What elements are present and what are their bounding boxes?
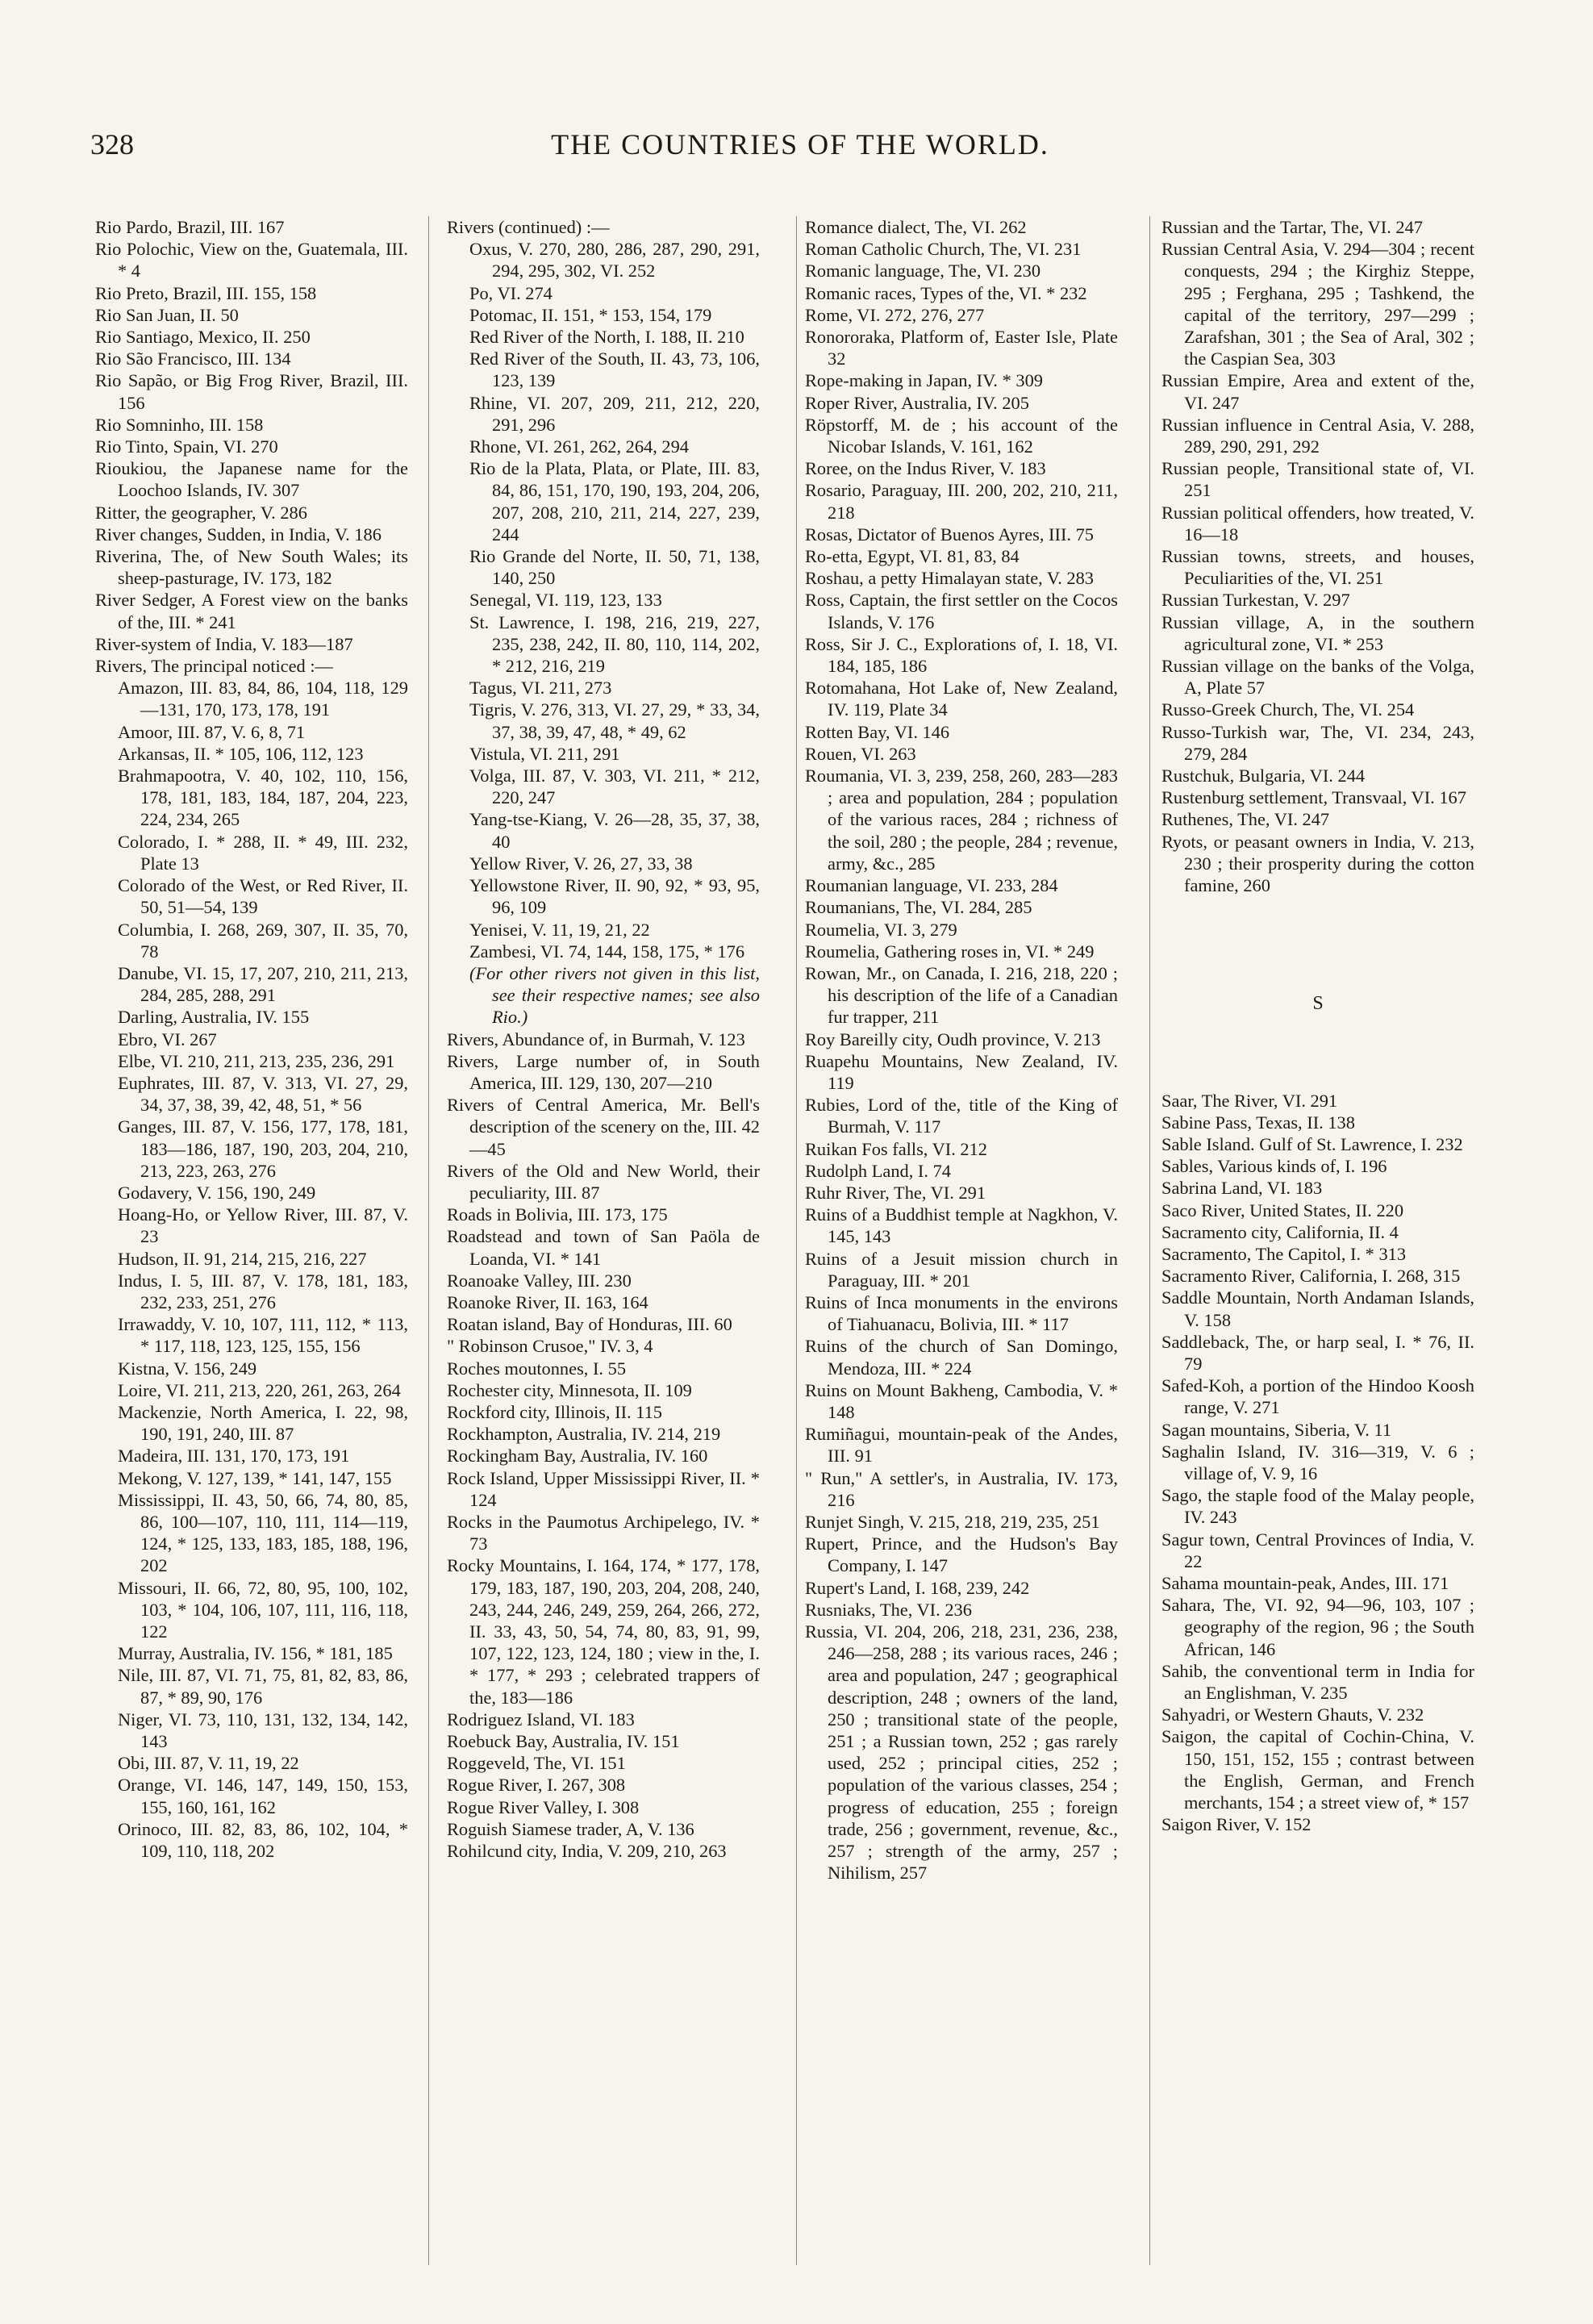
index-entry: Russian Turkestan, V. 297 bbox=[1161, 590, 1350, 611]
index-entry: Ro-etta, Egypt, VI. 81, 83, 84 bbox=[805, 546, 1020, 567]
index-subentry: Danube, VI. 15, 17, 207, 210, 211, 213, 284, 285, 288, 291 bbox=[118, 962, 408, 1006]
index-entry: Saghalin Island, IV. 316—319, V. 6 ; village of, V. 9, 16 bbox=[1161, 1441, 1474, 1483]
index-entry: Saar, The River, VI. 291 bbox=[1161, 1090, 1338, 1111]
index-entry: Roguish Siamese trader, A, V. 136 bbox=[447, 1818, 694, 1839]
index-entry: Sable Island. Gulf of St. Lawrence, I. 232 bbox=[1161, 1133, 1463, 1154]
index-column-2 bbox=[447, 216, 760, 2281]
index-entry: Sahyadri, or Western Ghauts, V. 232 bbox=[1161, 1704, 1424, 1725]
index-entry: Riverina, The, of New South Wales; its sheep-pasturage, IV. 173, 182 bbox=[95, 546, 408, 589]
index-entry: Roumania, VI. 3, 239, 258, 260, 283—283 ; area and population, 284 ; population of the various races, 284 ; richness of the soil, 280 ; the people, 284 ; revenue, army, &c., 285 bbox=[805, 766, 1118, 874]
index-entry: Rustchuk, Bulgaria, VI. 244 bbox=[1161, 766, 1366, 786]
index-column-1 bbox=[95, 216, 408, 2281]
index-subentry: Ganges, III. 87, V. 156, 177, 178, 181, 183—186, 187, 190, 203, 204, 210, 213, 223, 263, 276 bbox=[118, 1116, 408, 1181]
index-subentry: Amoor, III. 87, V. 6, 8, 71 bbox=[118, 721, 306, 742]
index-entry: Roads in Bolivia, III. 173, 175 bbox=[447, 1204, 668, 1225]
index-entry: Ruins on Mount Bakheng, Cambodia, V. * 148 bbox=[805, 1379, 1118, 1422]
index-subentry: Indus, I. 5, III. 87, V. 178, 181, 183, 232, 233, 251, 276 bbox=[118, 1270, 408, 1312]
index-entry: Roper River, Australia, IV. 205 bbox=[805, 392, 1029, 413]
index-subentry: Rhine, VI. 207, 209, 211, 212, 220, 291, 296 bbox=[469, 392, 760, 435]
index-entry: Russia, VI. 204, 206, 218, 231, 236, 238, 246—258, 288 ; its various races, 246 ; area and population, 247 ; geographical description, 248 ; owners of the land, 250 ; transitional state of the people, 251 ; a Russian town, 252 ; gas rarely used, 252 ; principal cities, 252 ; population of the various classes, 254 ; progress of education, 255 ; foreign trade, 256 ; government, revenue, &c., 257 ; strength of the army, 257 ; Nihilism, 257 bbox=[805, 1621, 1118, 1884]
index-subentry: Hoang-Ho, or Yellow River, III. 87, V. 23 bbox=[118, 1204, 408, 1247]
index-entry: Roumanians, The, VI. 284, 285 bbox=[805, 897, 1032, 918]
index-columns bbox=[95, 216, 1515, 2281]
index-entry: Roumelia, VI. 3, 279 bbox=[805, 919, 957, 940]
index-subentry: Madeira, III. 131, 170, 173, 191 bbox=[118, 1446, 350, 1467]
index-entry: Sacramento, The Capitol, I. * 313 bbox=[1161, 1243, 1407, 1264]
index-entry: Rio Pardo, Brazil, III. 167 bbox=[95, 217, 285, 237]
index-entry: Sables, Various kinds of, I. 196 bbox=[1161, 1156, 1387, 1177]
index-entry: Rivers, Large number of, in South America, III. 129, 130, 207—210 bbox=[447, 1050, 760, 1093]
index-subentry: Tigris, V. 276, 313, VI. 27, 29, * 33, 34, 37, 38, 39, 47, 48, * 49, 62 bbox=[469, 699, 760, 742]
column-divider bbox=[796, 216, 797, 2265]
index-subentry: Red River of the North, I. 188, II. 210 bbox=[469, 327, 744, 348]
index-entry: Rio São Francisco, III. 134 bbox=[95, 348, 291, 369]
index-entry: Rogue River Valley, I. 308 bbox=[447, 1796, 640, 1817]
index-subentry: Yang-tse-Kiang, V. 26—28, 35, 37, 38, 40 bbox=[469, 809, 760, 852]
index-entry: Russian influence in Central Asia, V. 288, 289, 290, 291, 292 bbox=[1161, 414, 1474, 457]
index-entry: River-system of India, V. 183—187 bbox=[95, 633, 353, 654]
index-entry: Roebuck Bay, Australia, IV. 151 bbox=[447, 1731, 680, 1752]
index-entry: Roatan island, Bay of Honduras, III. 60 bbox=[447, 1314, 732, 1335]
index-entry: Russian and the Tartar, The, VI. 247 bbox=[1161, 217, 1424, 237]
index-entry: Roshau, a petty Himalayan state, V. 283 bbox=[805, 568, 1094, 589]
index-entry: Sagan mountains, Siberia, V. 11 bbox=[1161, 1419, 1392, 1440]
index-entry: Sacramento River, California, I. 268, 315 bbox=[1161, 1266, 1461, 1287]
index-entry: Sabrina Land, VI. 183 bbox=[1161, 1178, 1323, 1199]
index-subentry: Orange, VI. 146, 147, 149, 150, 153, 155, 160, 161, 162 bbox=[118, 1775, 408, 1817]
index-entry: Röpstorff, M. de ; his account of the Nicobar Islands, V. 161, 162 bbox=[805, 414, 1118, 457]
index-subentry: St. Lawrence, I. 198, 216, 219, 227, 235, 238, 242, II. 80, 110, 114, 202, * 212, 216, 219 bbox=[469, 611, 760, 677]
index-entry: Rodriguez Island, VI. 183 bbox=[447, 1709, 635, 1729]
index-subentry: Kistna, V. 156, 249 bbox=[118, 1358, 257, 1379]
index-subentry: Oxus, V. 270, 280, 286, 287, 290, 291, 294, 295, 302, VI. 252 bbox=[469, 239, 760, 282]
index-entry: Rustenburg settlement, Transvaal, VI. 167 bbox=[1161, 787, 1466, 808]
index-entry: Ritter, the geographer, V. 286 bbox=[95, 502, 307, 523]
index-entry: Rio San Juan, II. 50 bbox=[95, 304, 239, 325]
index-entry: Saigon River, V. 152 bbox=[1161, 1814, 1312, 1835]
index-entry: Sahib, the conventional term in India for an Englishman, V. 235 bbox=[1161, 1660, 1474, 1703]
index-subentry: Hudson, II. 91, 214, 215, 216, 227 bbox=[118, 1248, 367, 1269]
running-title: THE COUNTRIES OF THE WORLD. bbox=[551, 128, 1049, 161]
index-subentry: Red River of the South, II. 43, 73, 106, 123, 139 bbox=[469, 348, 760, 391]
index-entry: Ruins of a Buddhist temple at Nagkhon, V. 145, 143 bbox=[805, 1204, 1118, 1247]
index-subentry: Euphrates, III. 87, V. 313, VI. 27, 29, 34, 37, 38, 39, 42, 48, 51, * 56 bbox=[118, 1072, 408, 1116]
index-entry: Rockford city, Illinois, II. 115 bbox=[447, 1401, 662, 1422]
index-entry: Russian Empire, Area and extent of the, VI. 247 bbox=[1161, 370, 1474, 413]
section-letter: S bbox=[1312, 993, 1324, 1015]
index-column-3 bbox=[805, 216, 1118, 2281]
column-divider bbox=[428, 216, 429, 2265]
index-entry: Rock Island, Upper Mississippi River, II. * 124 bbox=[447, 1467, 760, 1510]
index-subentry: Darling, Australia, IV. 155 bbox=[118, 1007, 310, 1028]
index-entry: Rio Sapão, or Big Frog River, Brazil, III. 156 bbox=[95, 370, 408, 413]
index-subentry: Loire, VI. 211, 213, 220, 261, 263, 264 bbox=[118, 1379, 401, 1400]
index-entry: Russo-Greek Church, The, VI. 254 bbox=[1161, 699, 1415, 720]
index-subentry: Vistula, VI. 211, 291 bbox=[469, 743, 620, 764]
index-entry: Ruins of the church of San Domingo, Mendoza, III. * 224 bbox=[805, 1336, 1118, 1379]
index-entry: Saddle Mountain, North Andaman Islands, V. 158 bbox=[1161, 1287, 1474, 1330]
index-entry: Rubies, Lord of the, title of the King of Burmah, V. 117 bbox=[805, 1095, 1118, 1137]
index-entry: Sahara, The, VI. 92, 94—96, 103, 107 ; geography of the region, 96 ; the South African, 146 bbox=[1161, 1595, 1474, 1659]
index-entry: Sabine Pass, Texas, II. 138 bbox=[1161, 1112, 1355, 1133]
index-subentry: Po, VI. 274 bbox=[469, 282, 553, 303]
index-entry: Roanoake Valley, III. 230 bbox=[447, 1270, 632, 1291]
index-entry: Romanic races, Types of the, VI. * 232 bbox=[805, 282, 1087, 303]
index-entry: Rosario, Paraguay, III. 200, 202, 210, 211, 218 bbox=[805, 480, 1118, 523]
index-subentry: Yenisei, V. 11, 19, 21, 22 bbox=[469, 919, 650, 940]
index-entry: Rochester city, Minnesota, II. 109 bbox=[447, 1379, 692, 1400]
index-entry: Russian Central Asia, V. 294—304 ; recent conquests, 294 ; the Kirghiz Steppe, 295 ; Ferghana, 295 ; Tashkend, the capital of the territory, 297—299 ; Zarafshan, 301 ; the Sea of Aral, 302 ; the Caspian Sea, 303 bbox=[1161, 239, 1474, 369]
index-entry: " Run," A settler's, in Australia, IV. 173, 216 bbox=[805, 1467, 1118, 1510]
index-entry: Saddleback, The, or harp seal, I. * 76, II. 79 bbox=[1161, 1331, 1474, 1374]
index-subentry: Rio de la Plata, Plata, or Plate, III. 83, 84, 86, 151, 170, 190, 193, 204, 206, 207, 208, 210, 211, 214, 227, 239, 244 bbox=[469, 458, 760, 544]
index-entry: Rogue River, I. 267, 308 bbox=[447, 1775, 626, 1796]
index-subentry: Rio Grande del Norte, II. 50, 71, 138, 140, 250 bbox=[469, 546, 760, 589]
index-entry: River changes, Sudden, in India, V. 186 bbox=[95, 524, 382, 544]
index-entry: Ruhr River, The, VI. 291 bbox=[805, 1182, 986, 1203]
index-entry: Rohilcund city, India, V. 209, 210, 263 bbox=[447, 1841, 727, 1862]
index-subentry: Columbia, I. 268, 269, 307, II. 35, 70, 78 bbox=[118, 919, 408, 962]
index-subentry: Zambesi, VI. 74, 144, 158, 175, * 176 bbox=[469, 941, 745, 962]
index-entry: Saco River, United States, II. 220 bbox=[1161, 1200, 1404, 1220]
index-entry: Sahama mountain-peak, Andes, III. 171 bbox=[1161, 1572, 1449, 1593]
index-entry: Rivers (continued) :— bbox=[447, 217, 610, 237]
index-entry: Rockingham Bay, Australia, IV. 160 bbox=[447, 1446, 708, 1467]
index-entry: Rupert, Prince, and the Hudson's Bay Company, I. 147 bbox=[805, 1533, 1118, 1576]
index-entry: Roadstead and town of San Paöla de Loanda, VI. * 141 bbox=[447, 1226, 760, 1269]
index-entry: Ruins of a Jesuit mission church in Paraguay, III. * 201 bbox=[805, 1248, 1118, 1291]
index-subentry: Yellow River, V. 26, 27, 33, 38 bbox=[469, 853, 693, 874]
index-entry: Roman Catholic Church, The, VI. 231 bbox=[805, 239, 1082, 260]
index-entry: Ruikan Fos falls, VI. 212 bbox=[805, 1138, 987, 1159]
index-entry: Russian village on the banks of the Volga, A, Plate 57 bbox=[1161, 656, 1474, 699]
index-entry: Roches moutonnes, I. 55 bbox=[447, 1358, 627, 1379]
index-entry: Russian people, Transitional state of, VI. 251 bbox=[1161, 458, 1474, 501]
index-entry: Ruins of Inca monuments in the environs of Tiahuanacu, Bolivia, III. * 117 bbox=[805, 1291, 1118, 1335]
column-divider bbox=[1149, 216, 1150, 2265]
index-entry: Rivers of the Old and New World, their peculiarity, III. 87 bbox=[447, 1160, 760, 1203]
index-subentry: Mekong, V. 127, 139, * 141, 147, 155 bbox=[118, 1467, 392, 1488]
index-subentry: Yellowstone River, II. 90, 92, * 93, 95, 96, 109 bbox=[469, 875, 760, 918]
index-subentry: Irrawaddy, V. 10, 107, 111, 112, * 113, * 117, 118, 123, 125, 155, 156 bbox=[118, 1314, 408, 1357]
index-entry: Rio Tinto, Spain, VI. 270 bbox=[95, 436, 278, 457]
index-entry: Russian towns, streets, and houses, Peculiarities of the, VI. 251 bbox=[1161, 546, 1474, 589]
index-entry: Rocky Mountains, I. 164, 174, * 177, 178, 179, 183, 187, 190, 203, 204, 208, 240, 243, 244, 246, 249, 259, 264, 266, 272, II. 33, 43, 50, 54, 74, 80, 83, 91, 99, 107, 122, 123, 124, 180 ; view in the, I. * 177, * 293 ; celebrated trappers of the, 183—186 bbox=[447, 1555, 760, 1708]
index-entry: " Robinson Crusoe," IV. 3, 4 bbox=[447, 1336, 653, 1357]
index-subentry: Mississippi, II. 43, 50, 66, 74, 80, 85, 86, 100—107, 110, 111, 114—119, 124, * 125, 133, 183, 185, 188, 196, 202 bbox=[118, 1489, 408, 1576]
index-entry: Sagur town, Central Provinces of India, V. 22 bbox=[1161, 1529, 1474, 1571]
index-entry: Rouen, VI. 263 bbox=[805, 743, 916, 764]
index-entry: Russo-Turkish war, The, VI. 234, 243, 279, 284 bbox=[1161, 721, 1474, 764]
index-subentry: Potomac, II. 151, * 153, 154, 179 bbox=[469, 304, 712, 325]
index-entry: Rome, VI. 272, 276, 277 bbox=[805, 304, 985, 325]
index-entry: Rocks in the Paumotus Archipelego, IV. * 73 bbox=[447, 1511, 760, 1554]
index-entry: Russian political offenders, how treated, V. 16—18 bbox=[1161, 502, 1474, 544]
index-entry: Rio Polochic, View on the, Guatemala, III. * 4 bbox=[95, 239, 408, 282]
index-entry: Ross, Sir J. C., Explorations of, I. 18, VI. 184, 185, 186 bbox=[805, 633, 1118, 677]
index-entry: Roy Bareilly city, Oudh province, V. 213 bbox=[805, 1028, 1101, 1049]
index-entry: Ronororaka, Platform of, Easter Isle, Plate 32 bbox=[805, 327, 1118, 369]
index-subentry: Rhone, VI. 261, 262, 264, 294 bbox=[469, 436, 689, 457]
index-entry: Rio Somninho, III. 158 bbox=[95, 414, 264, 435]
index-entry: Rivers, Abundance of, in Burmah, V. 123 bbox=[447, 1028, 745, 1049]
index-entry: Roree, on the Indus River, V. 183 bbox=[805, 458, 1046, 479]
index-entry: Romance dialect, The, VI. 262 bbox=[805, 217, 1027, 237]
index-subentry: Elbe, VI. 210, 211, 213, 235, 236, 291 bbox=[118, 1050, 395, 1071]
index-entry: Rockhampton, Australia, IV. 214, 219 bbox=[447, 1424, 721, 1445]
index-subentry: Niger, VI. 73, 110, 131, 132, 134, 142, 143 bbox=[118, 1709, 408, 1752]
index-subentry: Colorado, I. * 288, II. * 49, III. 232, Plate 13 bbox=[118, 831, 408, 874]
index-subentry: Amazon, III. 83, 84, 86, 104, 118, 129—131, 170, 173, 178, 191 bbox=[118, 678, 408, 720]
index-entry: Rio Santiago, Mexico, II. 250 bbox=[95, 327, 311, 348]
page-number: 328 bbox=[90, 128, 134, 161]
index-subentry: Godavery, V. 156, 190, 249 bbox=[118, 1182, 316, 1203]
index-note: (For other rivers not given in this list, see their respective names; see also Rio.) bbox=[469, 962, 760, 1028]
index-entry: Rusniaks, The, VI. 236 bbox=[805, 1599, 972, 1620]
page-header bbox=[90, 127, 1510, 168]
index-entry: Ross, Captain, the first settler on the Cocos Islands, V. 176 bbox=[805, 590, 1118, 632]
index-entry: Rupert's Land, I. 168, 239, 242 bbox=[805, 1577, 1030, 1598]
index-subentry: Tagus, VI. 211, 273 bbox=[469, 678, 612, 699]
index-subentry: Volga, III. 87, V. 303, VI. 211, * 212, 220, 247 bbox=[469, 766, 760, 808]
index-entry: Rowan, Mr., on Canada, I. 216, 218, 220 ; his description of the life of a Canadian fur trapper, 211 bbox=[805, 962, 1118, 1028]
index-entry: Rivers of Central America, Mr. Bell's description of the scenery on the, III. 42—45 bbox=[447, 1095, 760, 1159]
index-subentry: Obi, III. 87, V. 11, 19, 22 bbox=[118, 1753, 299, 1774]
index-subentry: Orinoco, III. 82, 83, 86, 102, 104, * 109, 110, 118, 202 bbox=[118, 1818, 408, 1862]
index-entry: Roumelia, Gathering roses in, VI. * 249 bbox=[805, 941, 1095, 962]
index-subentry: Missouri, II. 66, 72, 80, 95, 100, 102, 103, * 104, 106, 107, 111, 116, 118, 122 bbox=[118, 1577, 408, 1642]
index-entry: Rosas, Dictator of Buenos Ayres, III. 75 bbox=[805, 524, 1094, 544]
index-entry: Rope-making in Japan, IV. * 309 bbox=[805, 370, 1043, 391]
index-entry: Roggeveld, The, VI. 151 bbox=[447, 1753, 626, 1774]
index-subentry: Colorado of the West, or Red River, II. 50, 51—54, 139 bbox=[118, 875, 408, 918]
index-subentry: Murray, Australia, IV. 156, * 181, 185 bbox=[118, 1643, 393, 1664]
index-entry: Rudolph Land, I. 74 bbox=[805, 1160, 951, 1181]
index-entry: Roanoke River, II. 163, 164 bbox=[447, 1291, 648, 1312]
index-entry: Rotten Bay, VI. 146 bbox=[805, 721, 950, 742]
index-subentry: Ebro, VI. 267 bbox=[118, 1028, 217, 1049]
index-entry: Ruapehu Mountains, New Zealand, IV. 119 bbox=[805, 1050, 1118, 1093]
index-entry: Ryots, or peasant owners in India, V. 213, 230 ; their prosperity during the cotton famine, 260 bbox=[1161, 831, 1474, 896]
index-entry: Sago, the staple food of the Malay people, IV. 243 bbox=[1161, 1485, 1474, 1528]
index-subentry: Arkansas, II. * 105, 106, 112, 123 bbox=[118, 743, 364, 764]
index-entry: Saigon, the capital of Cochin-China, V. 150, 151, 152, 155 ; contrast between the English, German, and French merchants, 154 ; a street view of, * 157 bbox=[1161, 1726, 1474, 1813]
index-entry: Runjet Singh, V. 215, 218, 219, 235, 251 bbox=[805, 1511, 1100, 1532]
index-subentry: Brahmapootra, V. 40, 102, 110, 156, 178, 181, 183, 184, 187, 204, 223, 224, 234, 265 bbox=[118, 766, 408, 830]
index-column-4 bbox=[1161, 216, 1474, 2281]
index-subentry: Senegal, VI. 119, 123, 133 bbox=[469, 590, 662, 611]
index-entry: Sacramento city, California, II. 4 bbox=[1161, 1221, 1399, 1242]
index-entry: Roumanian language, VI. 233, 284 bbox=[805, 875, 1058, 896]
index-entry: Ruthenes, The, VI. 247 bbox=[1161, 809, 1330, 830]
index-entry: Safed-Koh, a portion of the Hindoo Koosh range, V. 271 bbox=[1161, 1375, 1474, 1418]
index-entry: Romanic language, The, VI. 230 bbox=[805, 261, 1041, 282]
index-entry: Rio Preto, Brazil, III. 155, 158 bbox=[95, 282, 317, 303]
index-entry: Rioukiou, the Japanese name for the Loochoo Islands, IV. 307 bbox=[95, 458, 408, 501]
index-entry: Rumiñagui, mountain-peak of the Andes, III. 91 bbox=[805, 1424, 1118, 1467]
index-entry: River Sedger, A Forest view on the banks of the, III. * 241 bbox=[95, 590, 408, 632]
index-entry: Rotomahana, Hot Lake of, New Zealand, IV. 119, Plate 34 bbox=[805, 678, 1118, 720]
index-subentry: Mackenzie, North America, I. 22, 98, 190, 191, 240, III. 87 bbox=[118, 1401, 408, 1445]
index-subentry: Nile, III. 87, VI. 71, 75, 81, 82, 83, 86, 87, * 89, 90, 176 bbox=[118, 1665, 408, 1708]
index-entry: Russian village, A, in the southern agricultural zone, VI. * 253 bbox=[1161, 611, 1474, 654]
index-entry: Rivers, The principal noticed :— bbox=[95, 656, 333, 677]
